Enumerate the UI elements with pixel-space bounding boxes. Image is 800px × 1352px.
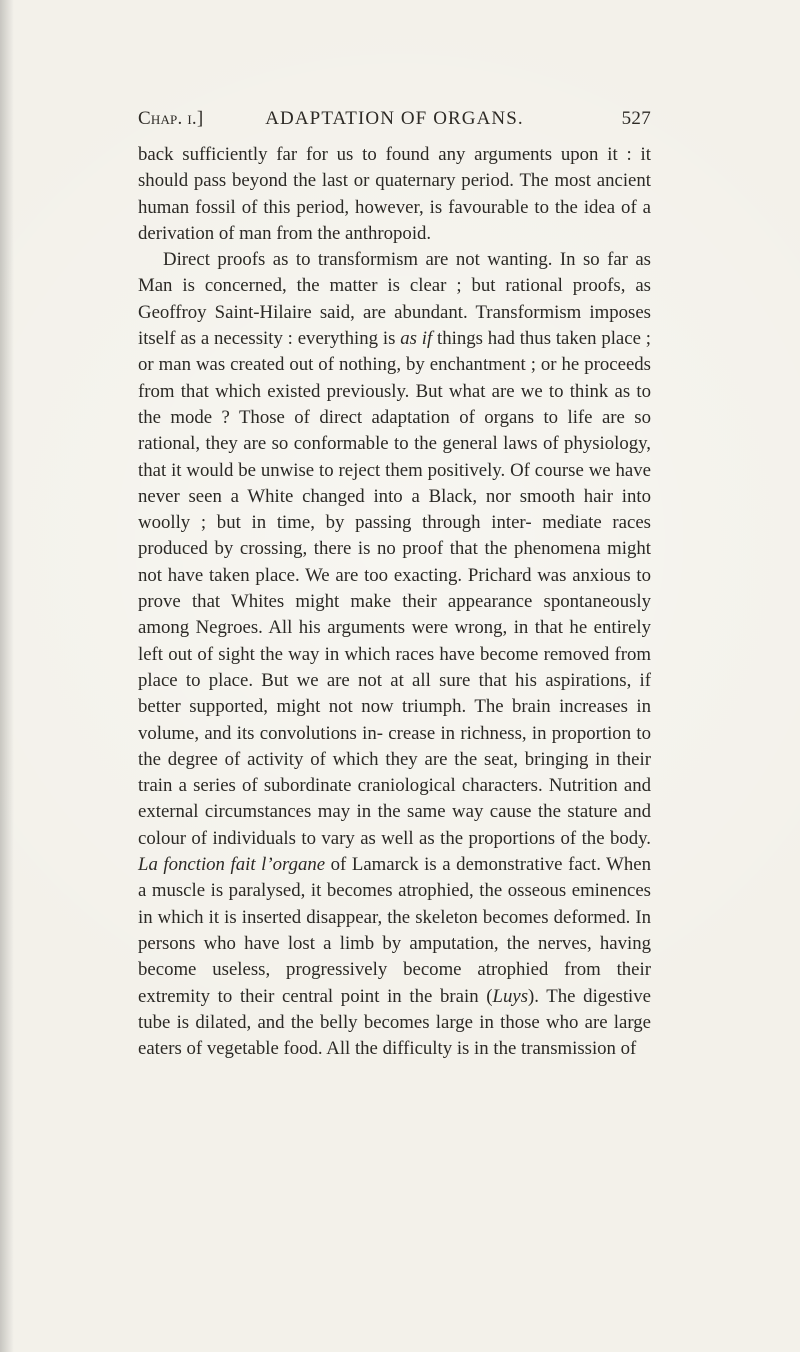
paragraph-continued: back sufficiently far for us to found any arguments upon it : it should pass beyond the last or quaternary period. The most ancient human fossil of this period, however, is favourable to the idea of a derivation of man from the anthropoid. xyxy=(138,144,651,244)
italic-quotation: La fonction fait l’organe xyxy=(138,854,326,876)
paragraph-text-segment: Direct proofs as to transformism are not wanting. In so far as Man is concerned, the matter is clear ; but rational proofs, as Geoffroy Saint-Hilaire said, are abundant. Transformism imposes itself as a necessity : everything is xyxy=(138,249,651,350)
paragraph-text-segment: ). The digestive tube is dilated, and the belly becomes large in those who are large eaters of vegetable food. All the difficulty is in the transmission of xyxy=(138,985,651,1060)
chapter-label: Chap. i.] xyxy=(138,108,204,129)
page-number: 527 xyxy=(621,108,651,129)
italic-phrase: as if xyxy=(400,328,433,350)
paragraph-direct-proofs xyxy=(138,247,651,1062)
italic-citation: Luys xyxy=(492,985,529,1007)
paragraph-text-segment: of Lamarck is a demonstrative fact. When a muscle is paralysed, it becomes atrophied, the osseous eminences in which it is inserted disappear, the skeleton becomes deformed. In persons who have lost a limb by amputation, the nerves, having become useless, progressively become atrophied from their extremity to their central point in the brain ( xyxy=(138,854,651,1007)
paragraph-text-segment: things had thus taken place ; or man was created out of nothing, by enchantment ; or he proceeds from that which existed previously. But what are we to think as to the mode ? Those of direct adaptation of organs to life are so rational, they are so conformable to the general laws of physiology, that it would be unwise to reject them positively. Of course we have never seen a White changed into a Black, nor smooth hair into woolly ; but in time, by passing through inter- mediate races produced by crossing, there is no proof that the phenomena might not have taken place. We are too exacting. Prichard was anxious to prove that Whites might make their appearance spontaneously among Negroes. All his arguments were wrong, in that he entirely left out of sight the way in which races have become removed from place to place. But we are not at all sure that his aspirations, if better supported, might not now triumph. The brain increases in volume, and its convolutions in- crease in richness, in proportion to the degree of activity of which they are the seat, bringing in their train a series of subordinate craniological characters. Nutrition and external circumstances may in the same way cause the stature and colour of individuals to vary as well as the proportions of the body. xyxy=(138,328,651,849)
page-gutter-shadow xyxy=(0,0,14,1352)
running-title: ADAPTATION OF ORGANS. xyxy=(265,108,524,129)
running-header xyxy=(138,104,651,134)
body-text xyxy=(138,142,651,1062)
